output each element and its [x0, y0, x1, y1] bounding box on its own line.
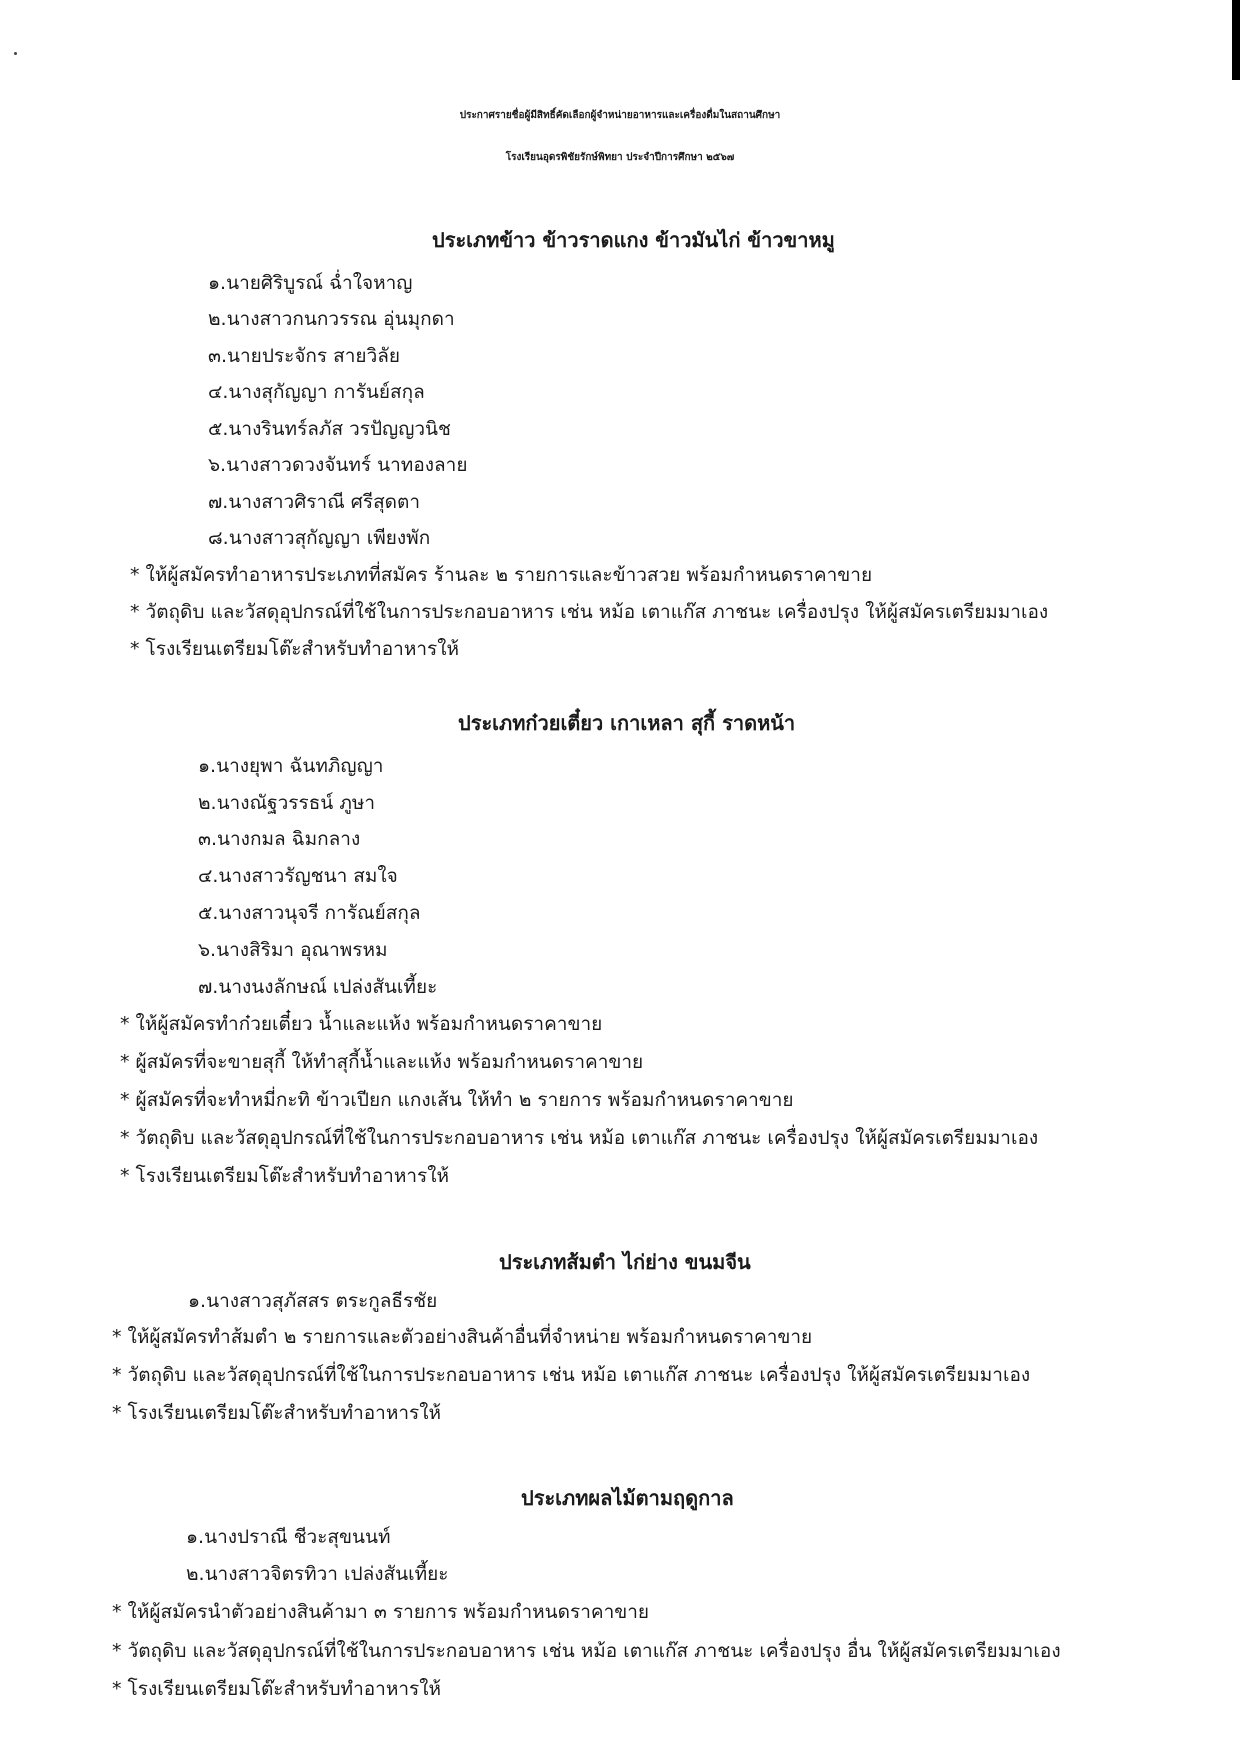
list-item: ๑.นางสาวสุภัสสร ตระกูลธีรชัย [188, 1290, 438, 1312]
announcement-subtitle: โรงเรียนอุดรพิชัยรักษ์พิทยา ประจำปีการศึกษา ๒๕๖๗ [505, 152, 735, 163]
list-item: ๑.นายศิริบูรณ์ ฉ่ำใจหาญ [208, 272, 413, 294]
note-item: * ให้ผู้สมัครทำส้มตำ ๒ รายการและตัวอย่างสินค้าอื่นที่จำหน่าย พร้อมกำหนดราคาขาย [112, 1326, 813, 1348]
announcement-title: ประกาศรายชื่อผู้มีสิทธิ์คัดเลือกผู้จำหน่ายอาหารและเครื่องดื่มในสถานศึกษา [459, 110, 781, 121]
note-item: * วัตถุดิบ และวัสดุอุปกรณ์ที่ใช้ในการประกอบอาหาร เช่น หม้อ เตาแก๊ส ภาชนะ เครื่องปรุง ให้ผู้สมัครเตรียมมาเอง [120, 1127, 1039, 1149]
note-item: * โรงเรียนเตรียมโต๊ะสำหรับทำอาหารให้ [112, 1402, 442, 1424]
list-item: ๓.นางกมล ฉิมกลาง [198, 828, 361, 850]
note-item: * ให้ผู้สมัครนำตัวอย่างสินค้ามา ๓ รายการ พร้อมกำหนดราคาขาย [112, 1601, 650, 1623]
list-item: ๑.นางปราณี ชีวะสุขนนท์ [186, 1526, 391, 1548]
note-item: * ผู้สมัครที่จะขายสุกี้ ให้ทำสุกี้น้ำและแห้ง พร้อมกำหนดราคาขาย [120, 1051, 644, 1073]
note-item: * ให้ผู้สมัครทำก๋วยเตี๋ยว น้ำและแห้ง พร้อมกำหนดราคาขาย [120, 1013, 603, 1035]
list-item: ๗.นางสาวศิราณี ศรีสุดตา [208, 491, 421, 513]
scan-speck [14, 52, 17, 55]
list-item: ๑.นางยุพา ฉันทภิญญา [198, 755, 384, 777]
note-item: * วัตถุดิบ และวัสดุอุปกรณ์ที่ใช้ในการประกอบอาหาร เช่น หม้อ เตาแก๊ส ภาชนะ เครื่องปรุง ให้ผู้สมัครเตรียมมาเอง [130, 601, 1049, 623]
list-item: ๓.นายประจักร สายวิลัย [208, 345, 401, 367]
list-item: ๒.นางสาวจิตรทิวา เปล่งสันเที้ยะ [186, 1563, 449, 1585]
list-item: ๒.นางณัฐวรรธน์ ภูษา [198, 792, 376, 814]
list-item: ๔.นางสุกัญญา การันย์สกุล [208, 381, 425, 403]
list-item: ๖.นางสิริมา อุณาพรหม [198, 939, 388, 961]
section-title-fruit: ประเภทผลไม้ตามฤดูกาล [521, 1486, 734, 1510]
note-item: * วัตถุดิบ และวัสดุอุปกรณ์ที่ใช้ในการประกอบอาหาร เช่น หม้อ เตาแก๊ส ภาชนะ เครื่องปรุง ให้ผู้สมัครเตรียมมาเอง [112, 1364, 1031, 1386]
note-item: * โรงเรียนเตรียมโต๊ะสำหรับทำอาหารให้ [120, 1165, 450, 1187]
list-item: ๕.นางสาวนุจรี การัณย์สกุล [198, 902, 421, 924]
note-item: * วัตถุดิบ และวัสดุอุปกรณ์ที่ใช้ในการประกอบอาหาร เช่น หม้อ เตาแก๊ส ภาชนะ เครื่องปรุง อื่น ให้ผู้สมัครเตรียมมาเอง [112, 1640, 1061, 1662]
note-item: * โรงเรียนเตรียมโต๊ะสำหรับทำอาหารให้ [130, 638, 460, 660]
section-title-papaya-salad: ประเภทส้มตำ ไก่ย่าง ขนมจีน [499, 1250, 751, 1274]
list-item: ๖.นางสาวดวงจันทร์ นาทองลาย [208, 454, 468, 476]
section-title-noodles: ประเภทก๋วยเตี๋ยว เกาเหลา สุกี้ ราดหน้า [458, 711, 796, 735]
list-item: ๒.นางสาวกนกวรรณ อุ่นมุกดา [208, 308, 455, 330]
list-item: ๔.นางสาวรัญชนา สมใจ [198, 865, 398, 887]
list-item: ๗.นางนงลักษณ์ เปล่งสันเที้ยะ [198, 976, 438, 998]
scan-edge-shadow [1232, 0, 1240, 80]
note-item: * ให้ผู้สมัครทำอาหารประเภทที่สมัคร ร้านละ ๒ รายการและข้าวสวย พร้อมกำหนดราคาขาย [130, 564, 873, 586]
note-item: * โรงเรียนเตรียมโต๊ะสำหรับทำอาหารให้ [112, 1678, 442, 1700]
list-item: ๕.นางรินทร์ลภัส วรปัญญวนิช [208, 418, 451, 440]
note-item: * ผู้สมัครที่จะทำหมี่กะทิ ข้าวเปียก แกงเส้น ให้ทำ ๒ รายการ พร้อมกำหนดราคาขาย [120, 1089, 794, 1111]
list-item: ๘.นางสาวสุกัญญา เพียงพัก [208, 527, 431, 549]
section-title-rice: ประเภทข้าว ข้าวราดแกง ข้าวมันไก่ ข้าวขาหมู [432, 228, 835, 252]
